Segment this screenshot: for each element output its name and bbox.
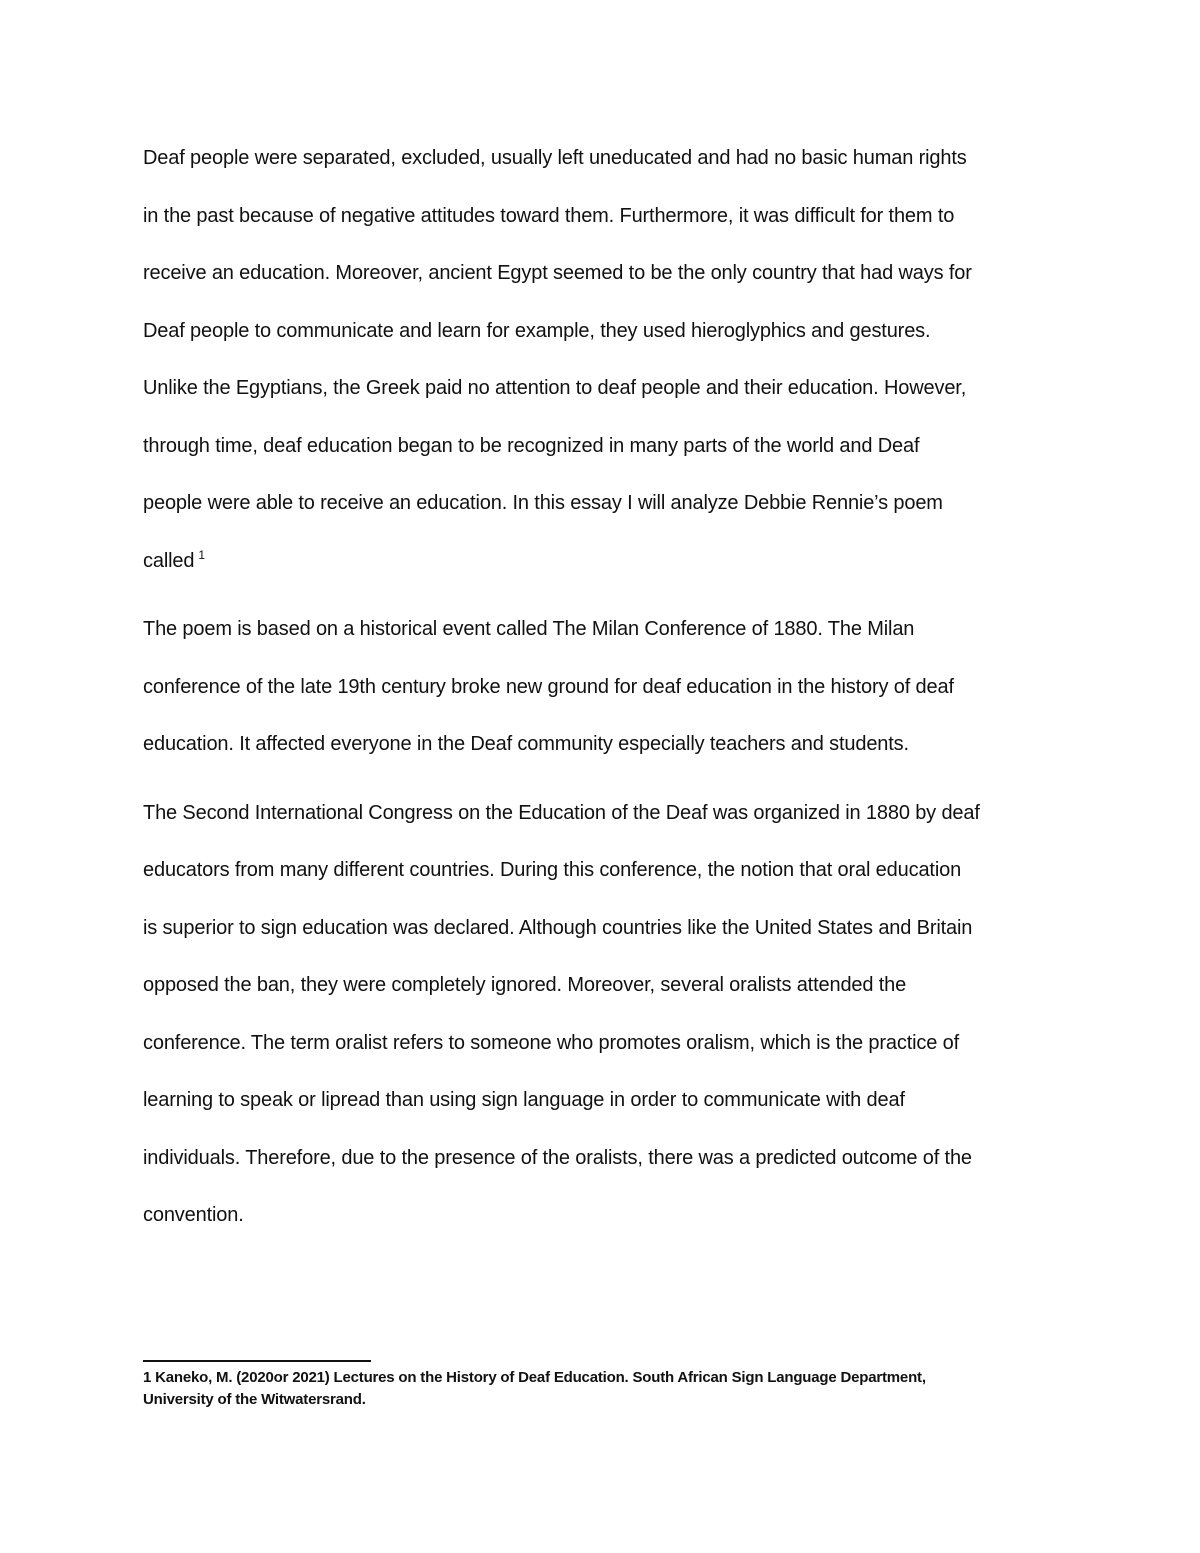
footnote-separator [143, 1360, 371, 1362]
text-line: Deaf people to communicate and learn for example, they used hieroglyphics and gestures. [143, 319, 931, 342]
footnote [143, 1367, 1083, 1411]
text-line: The Second International Congress on the Education of the Deaf was organized in 1880 by deaf [143, 801, 980, 824]
paragraph-3 [143, 793, 1063, 1253]
text-line: in the past because of negative attitudes toward them. Furthermore, it was difficult for them to [143, 204, 955, 227]
paragraph-1 [143, 138, 1063, 598]
text-line: education. It affected everyone in the Deaf community especially teachers and students. [143, 733, 909, 755]
text-line: receive an education. Moreover, ancient Egypt seemed to be the only country that had ways for [143, 262, 972, 284]
text-line: conference. The term oralist refers to someone who promotes oralism, which is the practice of [143, 1031, 960, 1054]
text-line: people were able to receive an education. In this essay I will analyze Debbie Rennie’s poem [143, 492, 943, 514]
text-line: is superior to sign education was declared. Although countries like the United States and Britain [143, 916, 973, 939]
text-line: individuals. Therefore, due to the presence of the oralists, there was a predicted outcome of the [143, 1146, 972, 1169]
footnote-line: 1 Kaneko, M. (2020or 2021) Lectures on the History of Deaf Education. South African Sign Language Department, [143, 1369, 926, 1386]
text-line: The poem is based on a historical event called The Milan Conference of 1880. The Milan [143, 618, 915, 640]
paragraph-2 [143, 609, 1063, 782]
text-line: conference of the late 19th century broke new ground for deaf education in the history of deaf [143, 675, 954, 698]
text-line: convention. [143, 1204, 244, 1226]
text-line: Unlike the Egyptians, the Greek paid no attention to deaf people and their education. However, [143, 377, 967, 399]
paragraph-spacing [143, 598, 1063, 609]
text-line: opposed the ban, they were completely ignored. Moreover, several oralists attended the [143, 974, 907, 996]
text-line-with-footnote [143, 541, 1063, 599]
text-fragment: called [143, 549, 195, 572]
text-line: learning to speak or lipread than using sign language in order to communicate with deaf [143, 1089, 905, 1111]
footnote-reference-marker[interactable]: 1 [198, 547, 205, 562]
essay-body [143, 138, 1063, 1253]
text-line: through time, deaf education began to be recognized in many parts of the world and Deaf [143, 434, 920, 457]
text-line: educators from many different countries. During this conference, the notion that oral education [143, 859, 962, 881]
text-line: Deaf people were separated, excluded, usually left uneducated and had no basic human rights [143, 147, 967, 169]
paragraph-spacing [143, 782, 1063, 793]
footnote-line: University of the Witwatersrand. [143, 1391, 366, 1408]
